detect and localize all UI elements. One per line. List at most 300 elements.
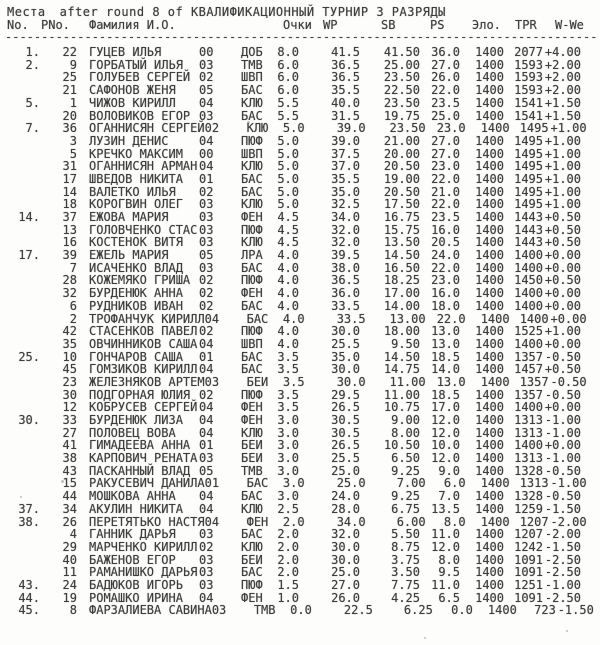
cell-club-code: КЛЮ — [241, 95, 263, 110]
cell-tpr: 1091 — [514, 590, 543, 605]
cell-tpr: 1242 — [514, 539, 543, 554]
cell-birth-year: 04 — [204, 514, 220, 529]
cell-ps: 20.5 — [431, 235, 460, 250]
cell-place — [3, 148, 41, 161]
cell-elo: 1400 — [475, 324, 504, 339]
cell-elo: 1400 — [480, 514, 510, 529]
cell-place: 44. — [18, 590, 40, 605]
cell-elo: 1400 — [475, 336, 504, 351]
cell-ps: 18.5 — [431, 387, 460, 402]
cell-club-code: БЕИ — [246, 374, 269, 389]
cell-points: 3.0 — [277, 438, 299, 453]
cell-points: 4.0 — [277, 336, 299, 351]
cell-wp: 33.5 — [331, 298, 360, 313]
cell-player-number: 29 — [62, 539, 77, 554]
cell-wp: 32.0 — [331, 235, 360, 250]
cell-player-number: 9 — [69, 57, 77, 72]
cell-tpr: 1495 — [514, 184, 543, 199]
cell-player-name: ГАННИК ДАРЬЯ — [89, 527, 176, 542]
cell-elo: 1400 — [480, 374, 510, 389]
cell-sb: 3.50 — [391, 565, 420, 580]
cell-wp: 31.5 — [331, 108, 360, 123]
col-header-tpr: TPR — [515, 17, 537, 32]
cell-w-we: -0.50 — [550, 374, 587, 389]
cell-ps: 23.0 — [431, 159, 460, 174]
cell-player-number: 35 — [62, 336, 77, 351]
cell-player-name: КОРОГВИН ОЛЕГ — [89, 197, 183, 212]
standings-row — [0, 249, 600, 262]
cell-wp: 37.0 — [331, 159, 360, 174]
cell-place — [3, 325, 41, 338]
cell-club-code: ПЮФ — [241, 577, 263, 592]
cell-player-number: 27 — [62, 425, 77, 440]
cell-sb: 19.00 — [383, 171, 420, 186]
cell-birth-year: 00 — [199, 45, 214, 60]
cell-ps: 8.0 — [438, 552, 460, 567]
cell-elo: 1400 — [475, 298, 504, 313]
scan-speck — [566, 630, 568, 632]
cell-club-code: ШВП — [241, 336, 263, 351]
cell-place: 2. — [25, 57, 40, 72]
cell-player-name: ОВЧИННИКОВ САША — [89, 336, 198, 351]
cell-player-name: ЖЕЛЕЗНЯКОВ АРТЕМ — [89, 374, 205, 389]
cell-birth-year: 02 — [199, 184, 214, 199]
cell-birth-year: 04 — [199, 400, 214, 415]
cell-player-number: 42 — [62, 324, 77, 339]
cell-sb: 15.75 — [383, 222, 420, 237]
standings-row — [0, 604, 600, 617]
cell-sb: 21.00 — [383, 133, 420, 148]
cell-player-number: 26 — [62, 514, 77, 529]
cell-sb: 7.75 — [391, 577, 420, 592]
cell-tpr: 1251 — [514, 577, 543, 592]
cell-tpr: 1495 — [514, 197, 543, 212]
cell-elo: 1400 — [475, 463, 504, 478]
cell-points: 5.5 — [277, 108, 299, 123]
scan-speck — [20, 496, 22, 498]
cell-birth-year: 03 — [199, 57, 214, 72]
cell-wp: 25.5 — [331, 451, 360, 466]
cell-birth-year: 02 — [199, 387, 214, 402]
cell-points: 4.0 — [277, 260, 299, 275]
cell-points: 2.0 — [277, 527, 299, 542]
cell-wp: 39.0 — [331, 133, 360, 148]
cell-wp: 30.5 — [331, 413, 360, 427]
cell-birth-year: 01 — [204, 476, 220, 491]
cell-ps: 27.0 — [431, 146, 460, 161]
cell-sb: 18.00 — [383, 324, 420, 339]
cell-ps: 13.5 — [431, 501, 460, 516]
cell-elo: 1400 — [475, 577, 504, 592]
cell-player-number: 17 — [62, 171, 77, 186]
cell-club-code: ТМВ — [253, 603, 276, 618]
cell-player-name: МАРЧЕНКО КИРИЛЛ — [89, 539, 198, 554]
cell-elo: 1400 — [475, 248, 504, 263]
cell-points: 5.0 — [277, 171, 299, 186]
cell-elo: 1400 — [475, 222, 504, 237]
cell-points: 4.5 — [277, 222, 299, 237]
cell-w-we: +2.00 — [544, 57, 581, 72]
cell-place — [3, 313, 41, 326]
cell-w-we: +0.50 — [544, 362, 581, 377]
cell-wp: 39.5 — [331, 248, 360, 263]
cell-player-name: РУДНИКОВ ИВАН — [89, 298, 183, 313]
cell-place — [3, 84, 41, 97]
cell-wp: 35.5 — [331, 171, 360, 186]
cell-player-number: 7 — [69, 260, 77, 275]
cell-player-number: 13 — [62, 222, 77, 237]
cell-tpr: 1541 — [514, 108, 543, 123]
cell-elo: 1400 — [475, 57, 504, 72]
cell-wp: 36.5 — [331, 57, 360, 72]
cell-player-number: 41 — [62, 438, 77, 453]
cell-elo: 1400 — [475, 108, 504, 123]
cell-wp: 34.0 — [336, 514, 366, 529]
cell-player-name: КОБРУСЕВ СЕРГЕЙ — [89, 400, 198, 415]
cell-sb: 20.50 — [383, 159, 420, 174]
cell-w-we: +1.00 — [544, 146, 581, 161]
cell-points: 2.0 — [277, 565, 299, 580]
cell-points: 4.5 — [277, 210, 299, 224]
cell-tpr: 1357 — [514, 387, 543, 402]
cell-points: 3.5 — [277, 362, 299, 377]
col-header-birth-year-blank — [199, 19, 241, 32]
cell-player-name: ЕЖОВА МАРИЯ — [89, 210, 169, 224]
cell-club-code: БАС — [241, 83, 263, 98]
cell-birth-year: 02 — [199, 298, 214, 313]
cell-player-number: 14 — [62, 184, 77, 199]
cell-elo: 1400 — [480, 311, 510, 326]
standings-row — [0, 503, 600, 516]
standings-row — [0, 122, 600, 135]
cell-elo: 1400 — [475, 552, 504, 567]
cell-sb: 22.50 — [383, 83, 420, 98]
cell-birth-year: 03 — [199, 210, 214, 224]
cell-tpr: 1357 — [519, 374, 549, 389]
cell-elo: 1400 — [475, 70, 504, 85]
cell-ps: 14.0 — [431, 362, 460, 377]
cell-place — [3, 173, 41, 186]
cell-birth-year: 03 — [199, 577, 214, 592]
cell-player-number: 43 — [62, 463, 77, 478]
cell-player-number: 31 — [62, 159, 77, 174]
scan-speck — [61, 480, 64, 483]
cell-ps: 0.0 — [451, 603, 473, 618]
cell-place — [3, 477, 41, 490]
cell-elo: 1400 — [475, 565, 504, 580]
cell-points: 5.0 — [277, 146, 299, 161]
cell-ps: 23.0 — [431, 273, 460, 288]
cell-wp: 38.0 — [331, 260, 360, 275]
cell-sb: 18.25 — [383, 273, 420, 288]
cell-club-code: ПЮФ — [241, 387, 263, 402]
standings-rows — [0, 46, 600, 617]
cell-club-code: ФЕН — [241, 210, 263, 224]
cell-w-we: +0.00 — [544, 260, 581, 275]
cell-birth-year: 02 — [199, 273, 214, 288]
cell-club-code: ТМВ — [241, 463, 263, 478]
cell-elo: 1400 — [480, 476, 510, 491]
cell-player-number: 4 — [69, 527, 77, 542]
cell-tpr: 1313 — [514, 451, 543, 466]
cell-birth-year: 04 — [199, 362, 214, 377]
cell-sb: 23.50 — [383, 95, 420, 110]
standings-row — [0, 579, 600, 592]
cell-player-name: ГИМАДЕЕВА АННА — [89, 438, 191, 453]
cell-place — [3, 389, 41, 402]
cell-sb: 6.75 — [391, 501, 420, 516]
cell-wp: 25.0 — [336, 476, 366, 491]
cell-player-number: 5 — [69, 146, 77, 161]
cell-points: 2.5 — [277, 501, 299, 516]
cell-ps: 27.0 — [431, 57, 460, 72]
cell-player-number: 30 — [62, 387, 77, 402]
cell-points: 4.0 — [277, 298, 299, 313]
cell-sb: 41.50 — [383, 45, 420, 60]
cell-birth-year: 04 — [199, 133, 214, 148]
cell-ps: 10.0 — [431, 438, 460, 453]
cell-tpr: 1400 — [514, 336, 543, 351]
cell-w-we: +2.00 — [544, 70, 581, 85]
cell-tpr: 1400 — [514, 286, 543, 301]
cell-sb: 3.75 — [391, 552, 420, 567]
cell-player-name: БУРДЕНЮК ЛИЗА — [89, 413, 183, 427]
cell-club-code: ФЕН — [241, 400, 263, 415]
cell-w-we: -2.50 — [544, 565, 581, 580]
cell-club-code: БАС — [241, 108, 263, 123]
cell-points: 5.5 — [277, 95, 299, 110]
cell-wp: 28.0 — [331, 501, 360, 516]
cell-wp: 30.0 — [336, 374, 366, 389]
cell-points: 3.5 — [277, 387, 299, 402]
cell-player-name: БАДЮКОВ ИГОРЬ — [89, 577, 183, 592]
cell-wp: 37.5 — [331, 146, 360, 161]
cell-sb: 13.50 — [383, 235, 420, 250]
cell-place: 43. — [18, 577, 40, 592]
cell-club-code: КЛЮ — [241, 197, 263, 212]
cell-player-number: 40 — [62, 552, 77, 567]
cell-tpr: 1400 — [514, 400, 543, 415]
col-header-elo: Эло. — [472, 17, 501, 32]
cell-ps: 11.0 — [431, 577, 460, 592]
cell-w-we: +0.50 — [544, 222, 581, 237]
cell-birth-year: 03 — [211, 603, 227, 618]
cell-ps: 23.0 — [436, 121, 466, 136]
cell-sb: 11.00 — [389, 374, 426, 389]
cell-player-name: КОЖЕМЯКО ГРИША — [89, 273, 191, 288]
cell-club-code: ПЮФ — [241, 222, 263, 237]
cell-sb: 23.50 — [383, 70, 420, 85]
cell-ps: 22.0 — [431, 171, 460, 186]
cell-sb: 6.00 — [396, 514, 426, 529]
cell-elo: 1400 — [475, 159, 504, 174]
cell-player-name: КОСТЕНОК ВИТЯ — [89, 235, 183, 250]
cell-player-number: 11 — [62, 565, 77, 580]
cell-ps: 18.0 — [431, 298, 460, 313]
cell-ps: 13.0 — [431, 324, 460, 339]
cell-birth-year: 04 — [204, 311, 220, 326]
cell-w-we: +0.00 — [550, 311, 587, 326]
cell-tpr: 1313 — [519, 476, 549, 491]
cell-points: 3.5 — [277, 349, 299, 364]
cell-sb: 9.25 — [391, 489, 420, 504]
cell-birth-year: 04 — [199, 590, 214, 605]
cell-player-number: 8 — [69, 603, 77, 618]
cell-sb: 14.00 — [383, 298, 420, 313]
cell-birth-year: 02 — [199, 324, 214, 339]
cell-ps: 7.0 — [438, 489, 460, 504]
cell-tpr: 1593 — [514, 57, 543, 72]
cell-place — [3, 363, 41, 376]
cell-tpr: 1443 — [514, 222, 543, 237]
cell-w-we: -1.50 — [544, 501, 581, 516]
cell-birth-year: 04 — [199, 336, 214, 351]
cell-player-name: СТАСЕНКОВ ПАВЕЛ — [89, 324, 198, 339]
cell-sb: 4.25 — [391, 590, 420, 605]
cell-ps: 13.0 — [431, 336, 460, 351]
cell-w-we: +1.00 — [544, 171, 581, 186]
cell-w-we: +0.00 — [544, 438, 581, 453]
cell-place: 37. — [18, 501, 40, 516]
cell-player-name: АКУЛИН НИКИТА — [89, 501, 183, 516]
cell-player-name: ЛУЗИН ДЕНИС — [89, 133, 169, 148]
cell-place — [3, 160, 41, 173]
cell-points: 8.0 — [277, 45, 299, 60]
cell-tpr: 1328 — [514, 489, 543, 504]
cell-birth-year: 02 — [199, 286, 214, 301]
cell-sb: 5.50 — [391, 527, 420, 542]
cell-w-we: -1.50 — [544, 539, 581, 554]
cell-tpr: 1328 — [514, 463, 543, 478]
standings-row — [0, 300, 600, 313]
cell-points: 3.0 — [277, 425, 299, 440]
cell-elo: 1400 — [475, 438, 504, 453]
cell-place — [3, 186, 41, 199]
cell-w-we: +1.50 — [544, 95, 581, 110]
cell-sb: 25.00 — [383, 57, 420, 72]
cell-birth-year: 03 — [199, 260, 214, 275]
cell-place — [3, 490, 41, 503]
cell-wp: 30.0 — [331, 362, 360, 377]
cell-sb: 10.75 — [383, 400, 420, 415]
cell-place — [3, 274, 41, 287]
cell-birth-year: 00 — [199, 146, 214, 161]
cell-tpr: 1259 — [514, 501, 543, 516]
standings-row — [0, 490, 600, 503]
cell-w-we: -0.50 — [544, 463, 581, 478]
cell-place: 25. — [18, 349, 40, 364]
cell-elo: 1400 — [480, 121, 510, 136]
cell-club-code: КЛЮ — [241, 159, 263, 174]
cell-birth-year: 01 — [199, 349, 214, 364]
cell-tpr: 723 — [534, 603, 556, 618]
cell-elo: 1400 — [487, 603, 517, 618]
standings-row — [0, 414, 600, 427]
cell-points: 3.0 — [277, 489, 299, 504]
cell-tpr: 1443 — [514, 210, 543, 224]
standings-row — [0, 528, 600, 541]
cell-points: 5.0 — [282, 121, 305, 136]
standings-row — [0, 376, 600, 389]
cell-w-we: +1.50 — [544, 108, 581, 123]
cell-club-code: ПЮФ — [241, 273, 263, 288]
cell-club-code: ТМВ — [241, 57, 263, 72]
cell-w-we: -1.00 — [544, 413, 581, 427]
cell-elo: 1400 — [475, 45, 504, 60]
cell-w-we: +4.00 — [544, 45, 581, 60]
cell-w-we: +0.00 — [544, 248, 581, 263]
cell-tpr: 1091 — [514, 565, 543, 580]
cell-player-number: 36 — [62, 121, 77, 136]
cell-points: 5.0 — [277, 133, 299, 148]
cell-club-code: БЕИ — [241, 438, 263, 453]
cell-points: 6.0 — [277, 83, 299, 98]
cell-club-code: БАС — [246, 311, 269, 326]
cell-ps: 16.0 — [431, 222, 460, 237]
cell-tpr: 1400 — [514, 298, 543, 313]
cell-player-name: ПОДГОРНАЯ ЮЛИЯ — [89, 387, 191, 402]
cell-w-we: +0.00 — [544, 400, 581, 415]
cell-elo: 1400 — [475, 400, 504, 415]
cell-player-number: 34 — [62, 501, 77, 516]
cell-w-we: -2.50 — [544, 552, 581, 567]
cell-player-number: 12 — [62, 400, 77, 415]
cell-tpr: 1400 — [514, 260, 543, 275]
cell-birth-year: 03 — [199, 197, 214, 212]
cell-elo: 1400 — [475, 210, 504, 224]
cell-w-we: +1.00 — [544, 324, 581, 339]
cell-w-we: +0.50 — [544, 210, 581, 224]
cell-w-we: +0.00 — [544, 298, 581, 313]
cell-w-we: +1.00 — [544, 159, 581, 174]
cell-player-number: 18 — [62, 197, 77, 212]
cell-points: 5.0 — [277, 184, 299, 199]
cell-player-number: 19 — [62, 590, 77, 605]
cell-wp: 25.5 — [331, 336, 360, 351]
cell-points: 4.0 — [277, 324, 299, 339]
cell-birth-year: 03 — [199, 565, 214, 580]
cell-birth-year: 03 — [199, 222, 214, 237]
cell-points: 3.0 — [282, 476, 305, 491]
col-header-ps: PS — [430, 17, 445, 32]
cell-birth-year: 05 — [199, 248, 214, 263]
cell-ps: 25.0 — [431, 108, 460, 123]
standings-row — [0, 84, 600, 97]
cell-player-name: ОГАННИСЯН СЕРГЕЙ — [89, 121, 205, 136]
cell-player-number: 6 — [69, 298, 77, 313]
cell-player-name: РОМАШКО ИРИНА — [89, 590, 183, 605]
cell-birth-year: 03 — [199, 235, 214, 250]
cell-points: 2.0 — [282, 514, 305, 529]
cell-player-number: 2 — [69, 311, 77, 326]
cell-sb: 9.50 — [391, 336, 420, 351]
cell-sb: 10.50 — [383, 438, 420, 453]
cell-tpr: 1495 — [514, 133, 543, 148]
cell-place — [3, 376, 41, 389]
cell-w-we: +0.00 — [544, 336, 581, 351]
cell-ps: 9.5 — [438, 565, 460, 580]
cell-player-number: 32 — [62, 286, 77, 301]
cell-tpr: 1495 — [514, 159, 543, 174]
cell-w-we: -1.00 — [544, 577, 581, 592]
cell-w-we: -2.00 — [550, 514, 587, 529]
cell-wp: 33.5 — [336, 311, 366, 326]
cell-place — [3, 300, 41, 313]
cell-tpr: 1495 — [514, 146, 543, 161]
cell-wp: 32.5 — [331, 197, 360, 212]
cell-sb: 9.00 — [391, 413, 420, 427]
cell-ps: 22.0 — [436, 311, 466, 326]
